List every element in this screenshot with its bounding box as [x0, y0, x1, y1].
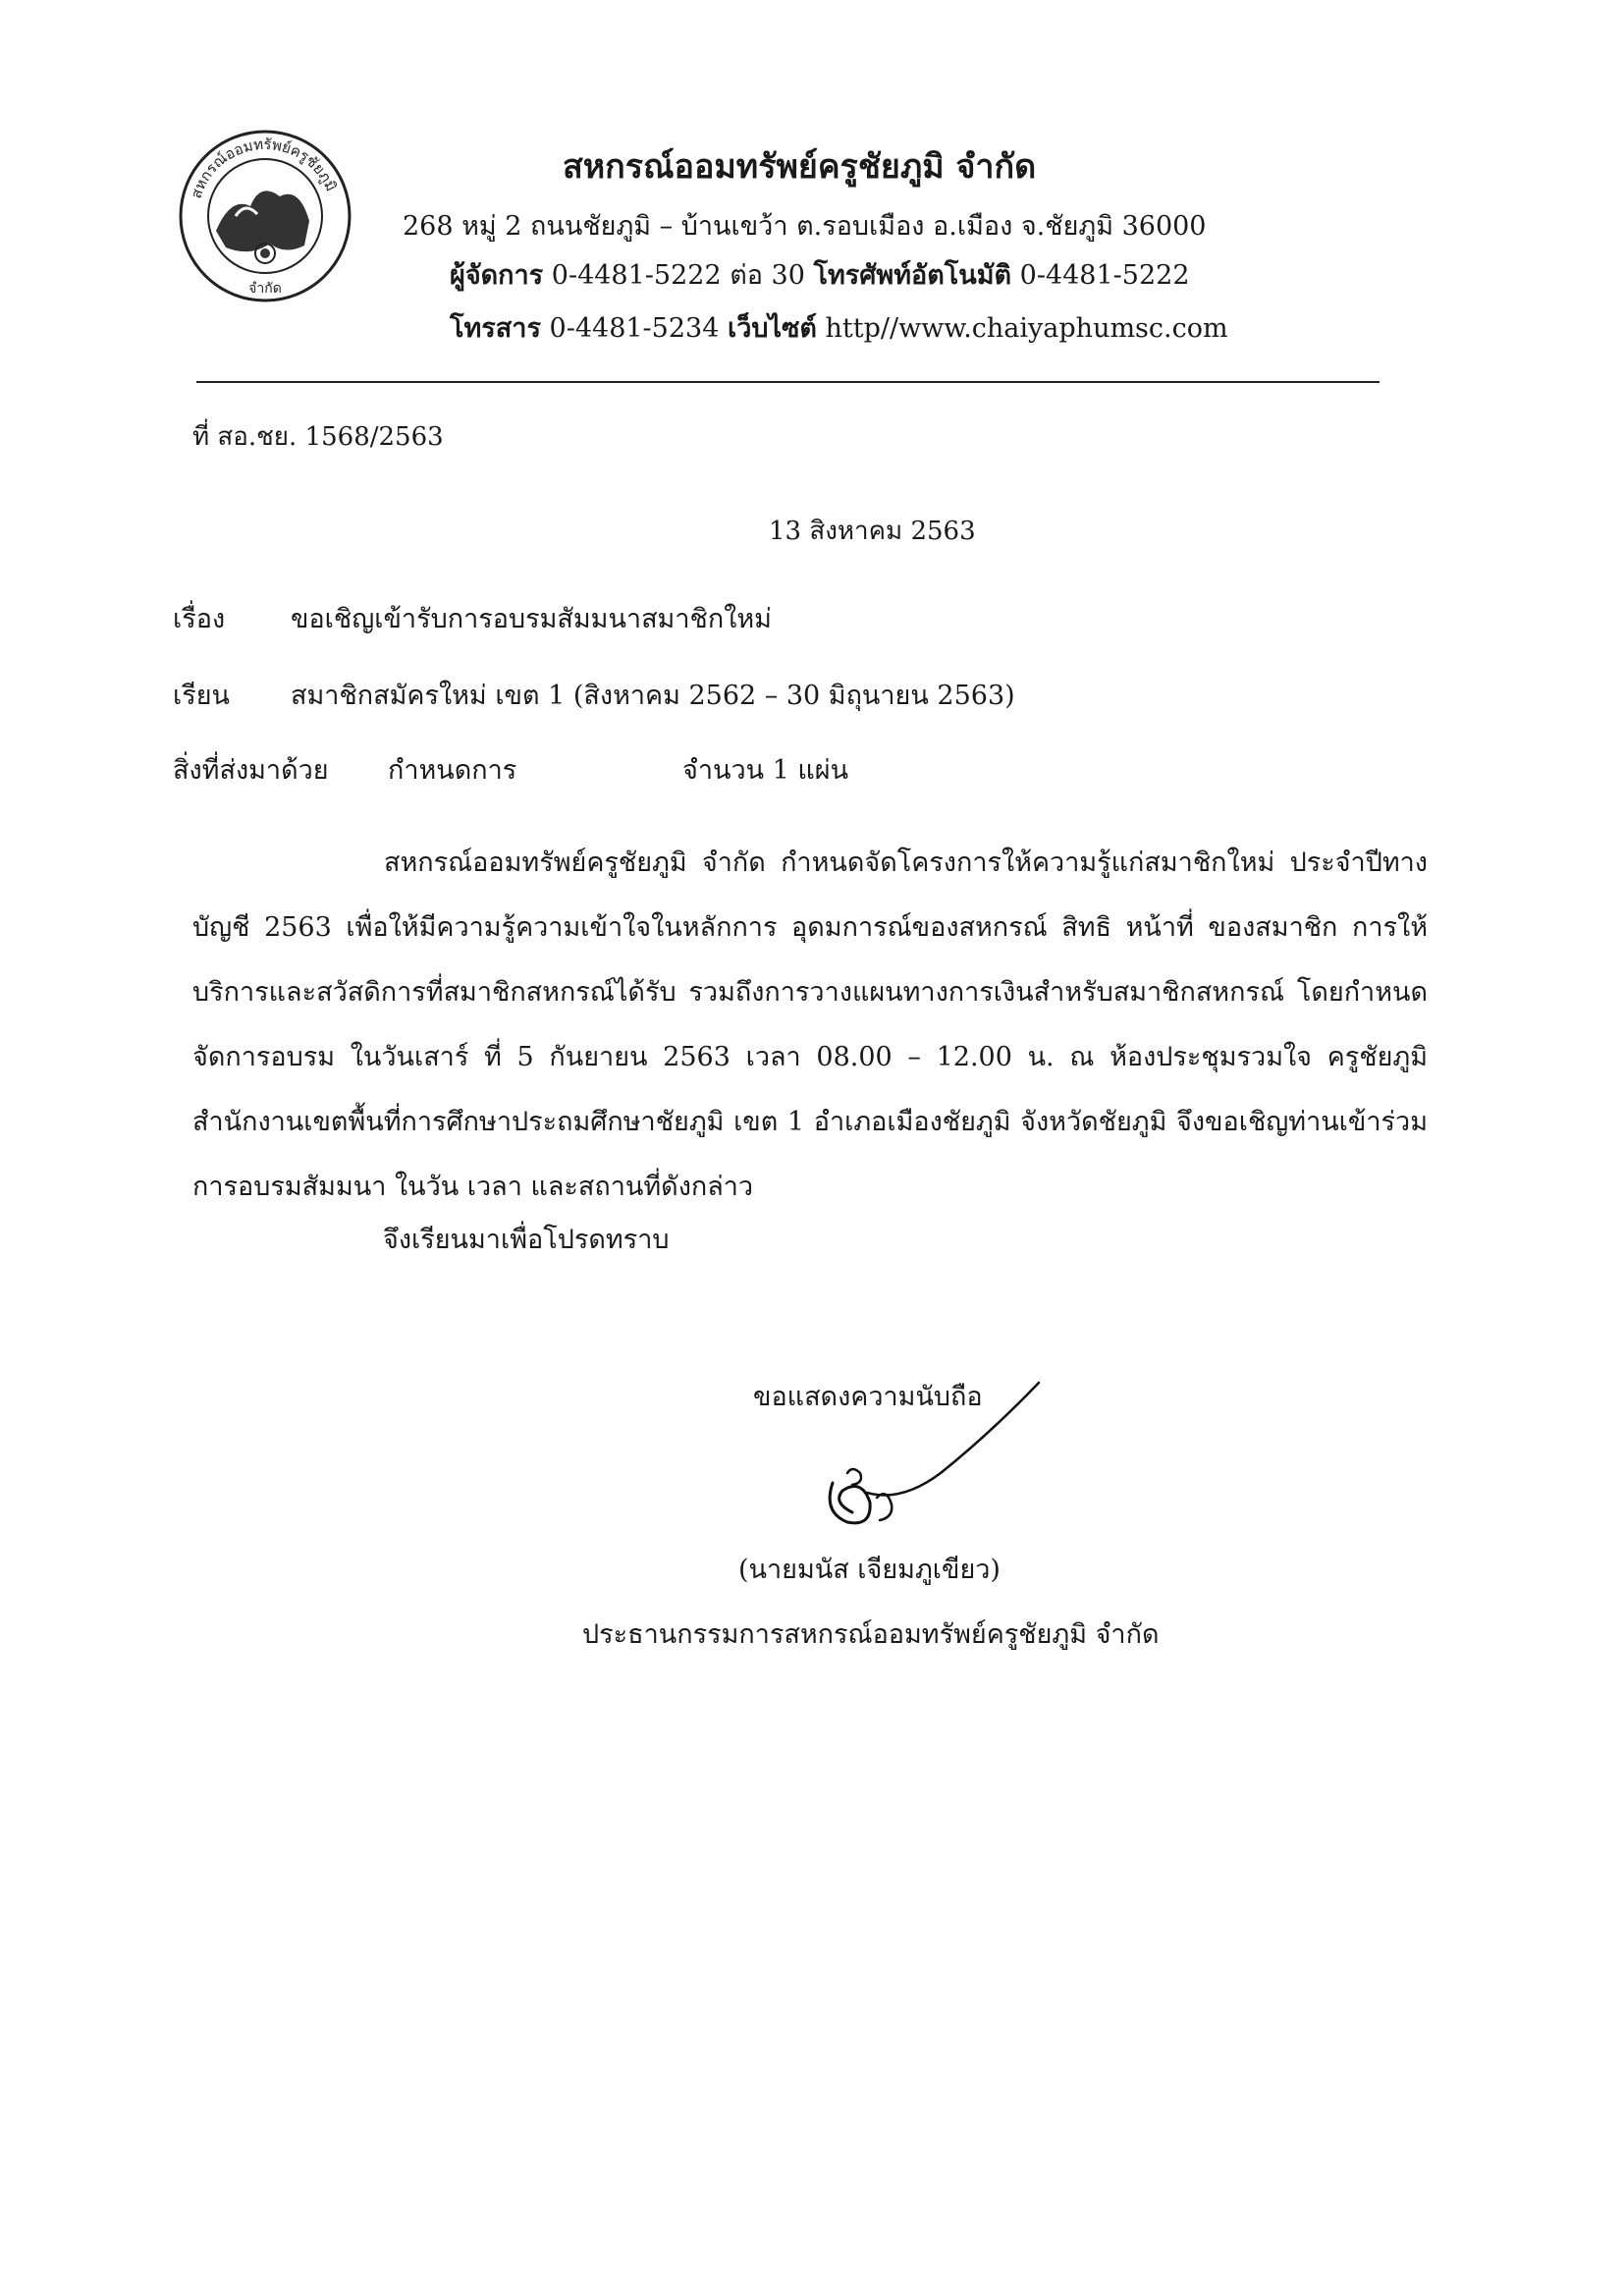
- recipient-value: สมาชิกสมัครใหม่ เขต 1 (สิงหาคม 2562 – 30 มิถุนายน 2563): [291, 681, 1015, 711]
- regards-text: ขอแสดงความนับถือ: [753, 1382, 983, 1412]
- enclosure-item: กำหนดการ: [388, 755, 517, 786]
- letter-date: 13 สิงหาคม 2563: [769, 517, 976, 546]
- recipient-label: เรียน: [173, 681, 231, 711]
- enclosure-label: สิ่งที่ส่งมาด้วย: [173, 755, 329, 786]
- seal-ring-text: สหกรณ์ออมทรัพย์ครูชัยภูมิ: [187, 135, 341, 201]
- seal-bottom-text: จำกัด: [248, 281, 282, 297]
- handwritten-signature: [793, 1375, 1049, 1552]
- auto-phone-label: โทรศัพท์อัตโนมัติ: [813, 260, 1012, 291]
- header-divider: [196, 381, 1380, 383]
- closing-line: จึงเรียนมาเพื่อโปรดทราบ: [383, 1225, 670, 1255]
- website-label: เว็บไซต์: [727, 313, 817, 344]
- organization-address: 268 หมู่ 2 ถนนชัยภูมิ – บ้านเขว้า ต.รอบเมือง อ.เมือง จ.ชัยภูมิ 36000: [403, 211, 1207, 242]
- subject-value: ขอเชิญเข้ารับการอบรมสัมมนาสมาชิกใหม่: [291, 604, 772, 634]
- manager-label: ผู้จัดการ: [450, 260, 544, 291]
- cooperative-seal-logo: [177, 128, 353, 304]
- enclosure-quantity: จำนวน 1 แผ่น: [682, 755, 849, 786]
- subject-label: เรื่อง: [173, 604, 226, 634]
- signer-position: ประธานกรรมการสหกรณ์ออมทรัพย์ครูชัยภูมิ จำกัด: [582, 1619, 1160, 1650]
- fax-label: โทรสาร: [450, 313, 541, 344]
- fax-number: 0-4481-5234: [540, 313, 728, 344]
- reference-number: ที่ สอ.ชย. 1568/2563: [192, 422, 444, 452]
- contact-line: [450, 253, 1190, 296]
- fax-website-line: [450, 306, 1228, 349]
- letter-body: สหกรณ์ออมทรัพย์ครูชัยภูมิ จำกัด กำหนดจัดโครงการให้ความรู้แก่สมาชิกใหม่ ประจำปีทางบัญชี 2563 เพื่อให้มีความรู้ความเข้าใจในหลักการ อุดมการณ์ของสหกรณ์ สิทธิ หน้าที่ ของสมาชิก การให้บริการและสวัสดิการที่สมาชิกสหกรณ์ได้รับ รวมถึงการวางแผนทางการเงินสำหรับสมาชิกสหกรณ์ โดยกำหนดจัดการอบรม ในวันเสาร์ ที่ 5 กันยายน 2563 เวลา 08.00 – 12.00 น. ณ ห้องประชุมรวมใจ ครูชัยภูมิ สำนักงานเขตพื้นที่การศึกษาประถมศึกษาชัยภูมิ เขต 1 อำเภอเมืองชัยภูมิ จังหวัดชัยภูมิ จึงขอเชิญท่านเข้าร่วมการอบรมสัมมนา ในวัน เวลา และสถานที่ดังกล่าว: [192, 847, 1428, 1202]
- auto-phone: 0-4481-5222: [1011, 260, 1190, 291]
- signer-name: (นายมนัส เจียมภูเขียว): [738, 1555, 1001, 1585]
- website-url: http//www.chaiyaphumsc.com: [816, 313, 1228, 344]
- manager-phone: 0-4481-5222 ต่อ 30: [543, 260, 814, 291]
- organization-name: สหกรณ์ออมทรัพย์ครูชัยภูมิ จำกัด: [563, 147, 1037, 187]
